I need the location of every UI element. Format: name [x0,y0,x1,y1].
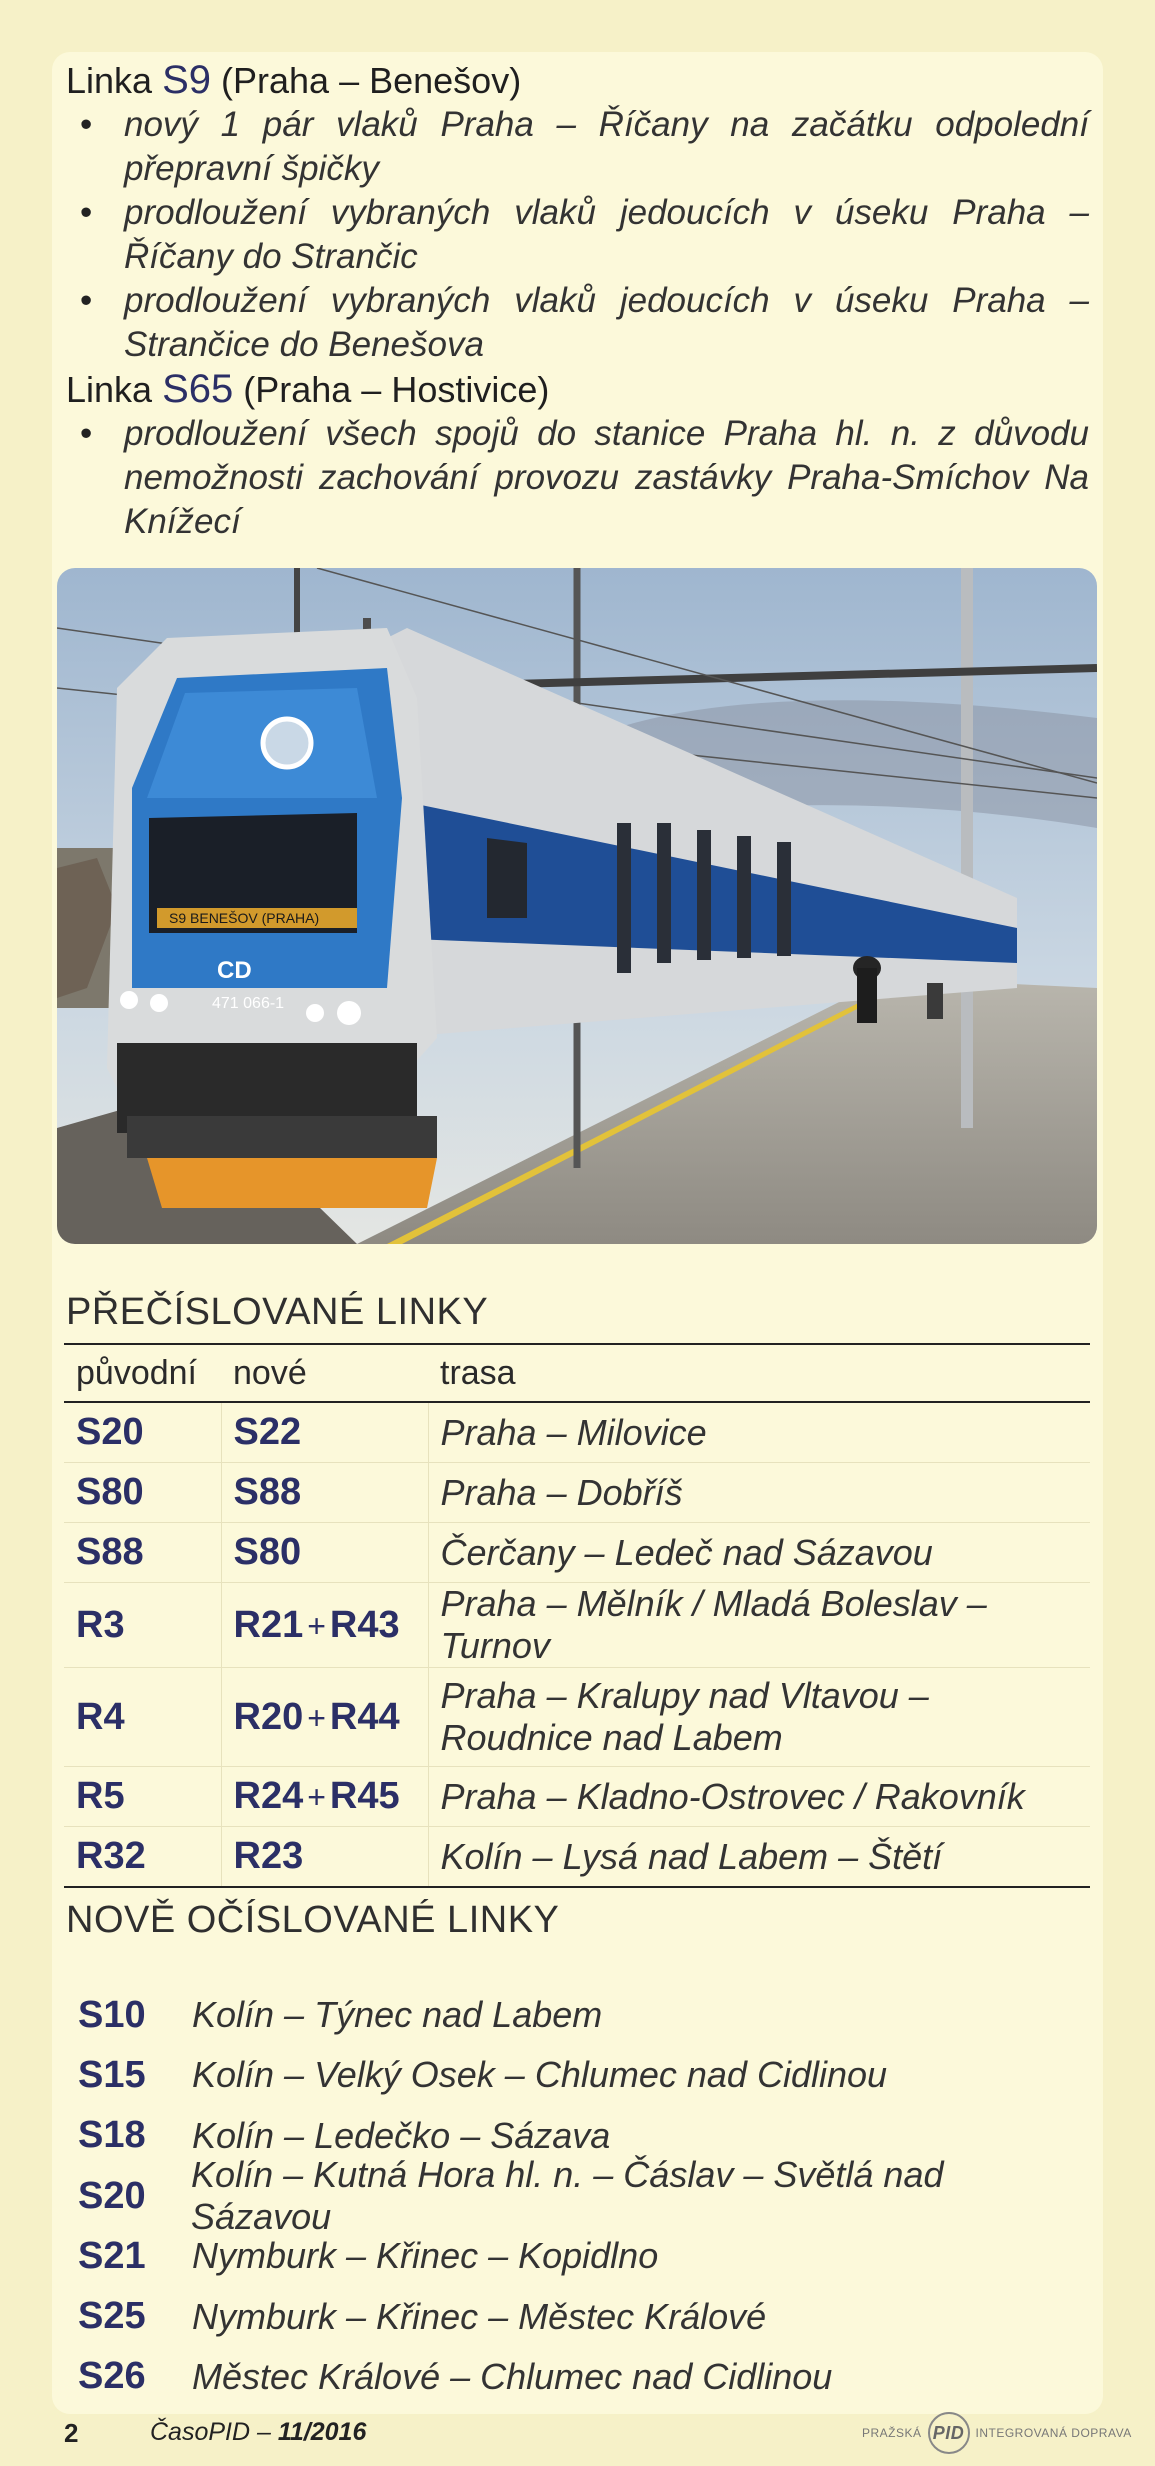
loco-number: 471 066-1 [212,995,285,1012]
old-code: R5 [64,1767,221,1827]
list-item: S15 Kolín – Velký Osek – Chlumec nad Cidlinou [78,2053,888,2096]
renumbered-table [64,1343,1090,1888]
old-code: R4 [64,1668,221,1767]
destination-sign: S9 BENEŠOV (PRAHA) [169,910,320,926]
table-row [64,1402,1090,1463]
old-code: S80 [64,1463,221,1523]
brand-mark: CD [217,957,252,984]
route: Praha – Mělník / Mladá Boleslav – Turnov [428,1583,1090,1668]
old-code: R32 [64,1827,221,1888]
new-code: S80 [221,1523,428,1583]
line-changes [66,58,1089,544]
table-row [64,1523,1090,1583]
table-row [64,1827,1090,1888]
col-route: trasa [428,1344,1090,1402]
col-original: původní [64,1344,221,1402]
change-item: • prodloužení vybraných vlaků jedoucích v úseku Praha – Strančice do Benešova [66,279,1089,367]
list-item: S10 Kolín – Týnec nad Labem [78,1993,603,2036]
list-item: S21 Nymburk – Křinec – Kopidlno [78,2234,659,2277]
route: Praha – Kralupy nad Vltavou – Roudnice nad Labem [428,1668,1090,1767]
old-code: S20 [64,1402,221,1463]
new-code: R24 + R45 [221,1767,428,1827]
line-block [66,367,1089,544]
newly-numbered-title: NOVĚ OČÍSLOVANÉ LINKY [66,1899,560,1941]
table-row [64,1463,1090,1523]
change-item: • nový 1 pár vlaků Praha – Říčany na začátku odpolední přepravní špičky [66,103,1089,191]
new-code: R20 + R44 [221,1668,428,1767]
route: Kolín – Lysá nad Labem – Štětí [440,1835,943,1877]
change-item: • prodloužení vybraných vlaků jedoucích v úseku Praha – Říčany do Strančic [66,191,1089,279]
list-item: S26 Městec Králové – Chlumec nad Cidlinou [78,2355,833,2398]
col-new: nové [221,1344,428,1402]
old-code: S88 [64,1523,221,1583]
line-heading: Linka S9 (Praha – Benešov) [66,58,522,102]
train-photo [57,568,1097,1244]
new-code: S88 [221,1463,428,1523]
new-code: S22 [221,1402,428,1463]
table-row [64,1583,1090,1668]
list-item: S20 Kolín – Kutná Hora hl. n. – Čáslav – Světlá nad Sázavou [78,2154,944,2238]
issue-label: ČasoPID – 11/2016 [150,2418,367,2446]
table-row [64,1767,1090,1827]
old-code: R3 [64,1583,221,1668]
newly-numbered-list [66,1985,1086,2407]
route: Praha – Dobříš [428,1463,1090,1523]
list-item: S18 Kolín – Ledečko – Sázava [78,2114,611,2157]
page-number: 2 [64,2418,79,2448]
line-block [66,58,1089,367]
route: Čerčany – Ledeč nad Sázavou [428,1523,1090,1583]
page-footer [0,2418,1155,2448]
new-code: R21 + R43 [221,1583,428,1668]
list-item: S25 Nymburk – Křinec – Městec Králové [78,2295,767,2338]
pid-brand: PRAŽSKÁ PID INTEGROVANÁ DOPRAVA [862,2412,1132,2454]
line-heading: Linka S65 (Praha – Hostivice) [66,367,550,411]
change-item: • prodloužení všech spojů do stanice Praha hl. n. z důvodu nemožnosti zachování provozu zastávky Praha-Smíchov Na Knížecí [66,412,1089,544]
route: Praha – Kladno-Ostrovec / Rakovník [428,1767,1090,1827]
new-code: R23 [221,1827,428,1888]
table-row [64,1668,1090,1767]
renumbered-title: PŘEČÍSLOVANÉ LINKY [66,1291,489,1333]
pid-logo-icon: PID [928,2412,970,2454]
route: Praha – Milovice [428,1402,1090,1463]
